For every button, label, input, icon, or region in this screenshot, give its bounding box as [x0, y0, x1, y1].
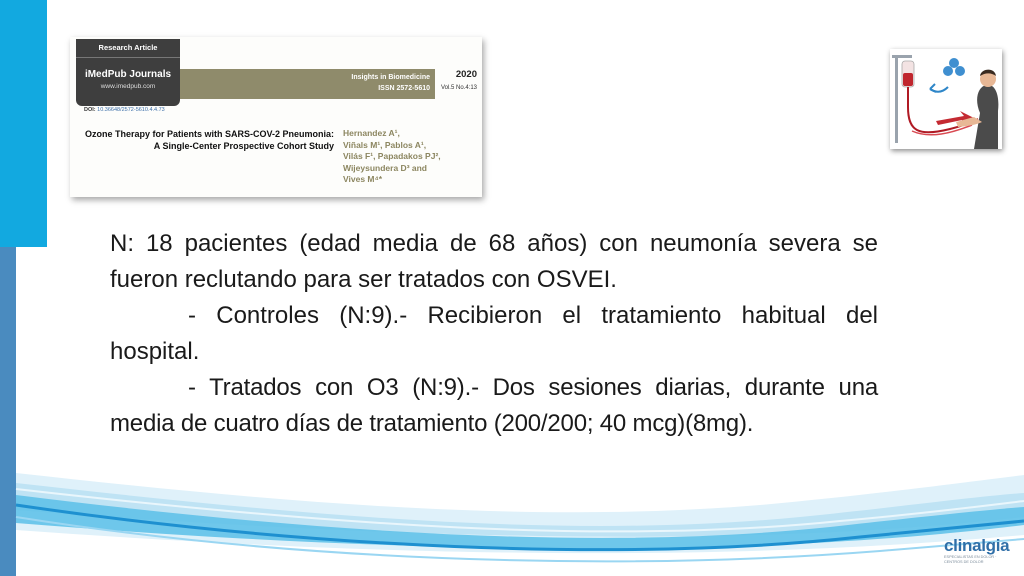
left-accent-bar: [0, 0, 47, 247]
author-line: Vives M⁴*: [343, 174, 383, 184]
doi-value: 10.36648/2572-5610.4.4.73: [97, 107, 165, 113]
slide-body-text: [110, 226, 878, 442]
journal-series: Insights in Biomedicine: [351, 74, 430, 81]
author-list: [343, 128, 478, 186]
treated-paragraph: - Tratados con O3 (N:9).- Dos sesiones diarias, durante una media de cuatro días de tratamiento (200/200; 40 mcg)(8mg).: [110, 374, 878, 437]
doi-line: [84, 107, 165, 113]
logo-brand: clinalgia: [944, 536, 1010, 555]
ozone-molecule-icon: [949, 58, 959, 68]
author-line: Hernandez A¹,: [343, 128, 400, 138]
author-line: Wijeysundera D³ and: [343, 162, 427, 173]
controls-paragraph: - Controles (N:9).- Recibieron el tratamiento habitual del hospital.: [110, 302, 878, 365]
journal-issn: ISSN 2572-5610: [378, 85, 430, 92]
header-divider: [76, 57, 180, 58]
journal-url: www.imedpub.com: [100, 83, 156, 90]
research-article-label: Research Article: [98, 43, 158, 52]
clinalgia-logo: [944, 537, 1010, 564]
author-line: Viñals M¹, Pablos A¹,: [343, 139, 427, 150]
transfusion-illustration: [890, 49, 1002, 149]
article-header-image: [70, 37, 482, 197]
journal-name: iMedPub Journals: [84, 69, 172, 80]
volume-number: Vol.5 No.4:13: [440, 85, 477, 91]
blood-transfusion-icon: [890, 49, 1002, 149]
patients-paragraph: N: 18 pacientes (edad media de 68 años) con neumonía severa se fueron reclutando para ser tratados con OSVEI.: [110, 230, 878, 293]
decorative-waves: [0, 455, 1024, 576]
publication-year: 2020: [455, 69, 477, 80]
doi-label: DOI:: [84, 107, 96, 113]
logo-tagline: ESPECIALISTAS EN DOLOR · CENTROS DE DOLOR: [944, 555, 997, 564]
article-title: Ozone Therapy for Patients with SARS-COV-2 Pneumonia: A Single-Center Prospective Cohort Study: [84, 129, 334, 151]
author-line: Vilás F¹, Papadakos PJ²,: [343, 151, 441, 161]
